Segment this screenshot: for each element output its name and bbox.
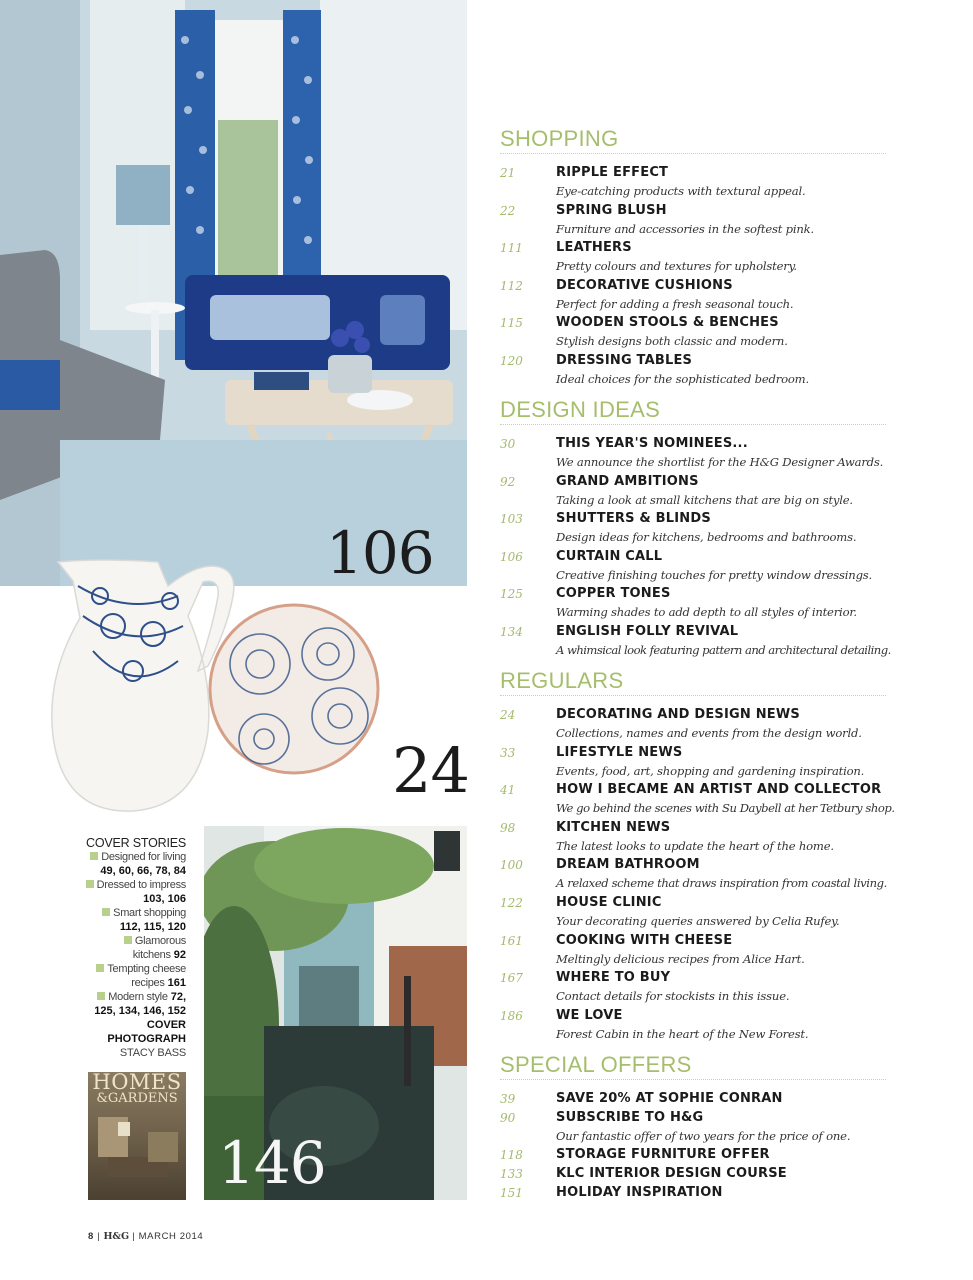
dotted-divider xyxy=(500,424,886,425)
toc-entry[interactable]: 39 SAVE 20% AT SOPHIE CONRAN xyxy=(500,1091,783,1106)
toc-entry[interactable]: 151 HOLIDAY INSPIRATION xyxy=(500,1185,723,1200)
toc-entry[interactable]: 112 DECORATIVE CUSHIONS Perfect for adding a fresh seasonal touch. xyxy=(500,277,794,311)
photographer-credit: STACY BASS xyxy=(119,1047,186,1059)
toc-entry[interactable]: 125 COPPER TONES Warming shades to add depth to all styles of interior. xyxy=(500,586,857,620)
toc-entry[interactable]: 92 GRAND AMBITIONS Taking a look at small kitchens that are big on style. xyxy=(500,473,853,507)
toc-entry[interactable]: 90 SUBSCRIBE TO H&G Our fantastic offer of two years for the price of one. xyxy=(500,1110,851,1143)
toc-entry[interactable]: 33 LIFESTYLE NEWS Events, food, art, shopping and gardening inspiration. xyxy=(500,744,865,778)
page-number-146: 146 xyxy=(218,1129,326,1197)
footer-brand: H&G xyxy=(103,1231,130,1242)
magazine-cover-thumbnail xyxy=(88,1072,186,1200)
cover-story-item: Tempting cheese recipes 161 xyxy=(78,962,186,990)
pitcher-and-plate-illustration xyxy=(38,556,390,818)
footer-page-number: 8 xyxy=(88,1231,94,1242)
toc-entry[interactable]: 30 THIS YEAR'S NOMINEES... We announce the shortlist for the H&G Designer Awards. xyxy=(500,436,884,469)
cover-story-item: Dressed to impress 103, 106 xyxy=(78,878,186,906)
toc-entry[interactable]: 111 LEATHERS Pretty colours and textures for upholstery. xyxy=(500,240,797,274)
cover-masthead-sub: &GARDENS xyxy=(96,1091,178,1106)
section-special-offers xyxy=(500,1053,886,1203)
cover-story-item: Designed for living 49, 60, 66, 78, 84 xyxy=(78,850,186,878)
dotted-divider xyxy=(500,153,886,154)
living-room-photo xyxy=(0,0,467,586)
cover-story-item: Glamorous kitchens 92 xyxy=(78,934,186,962)
section-title: SPECIAL OFFERS xyxy=(500,1052,692,1077)
toc-entry[interactable]: 118 STORAGE FURNITURE OFFER xyxy=(500,1147,770,1162)
toc-entry[interactable]: 103 SHUTTERS & BLINDS Design ideas for kitchens, bedrooms and bathrooms. xyxy=(500,511,857,545)
page-footer: 8 | H&G | MARCH 2014 xyxy=(88,1231,204,1242)
bullet-square-icon xyxy=(86,880,94,888)
bullet-square-icon xyxy=(102,908,110,916)
section-title: DESIGN IDEAS xyxy=(500,397,661,422)
toc-entry[interactable]: 186 WE LOVE Forest Cabin in the heart of the New Forest. xyxy=(500,1007,809,1041)
toc-entry[interactable]: 122 HOUSE CLINIC Your decorating queries answered by Celia Rufey. xyxy=(500,894,840,928)
bullet-square-icon xyxy=(90,852,98,860)
section-title: REGULARS xyxy=(500,668,624,693)
toc-entry[interactable]: 21 RIPPLE EFFECT Eye-catching products with textural appeal. xyxy=(500,165,806,198)
cover-story-item: Modern style 72, 125, 134, 146, 152 xyxy=(94,991,186,1017)
dotted-divider xyxy=(500,1079,886,1080)
cover-image-illustration xyxy=(88,1072,186,1200)
toc-entry[interactable]: 167 WHERE TO BUY Contact details for stockists in this issue. xyxy=(500,970,790,1004)
page-number-106: 106 xyxy=(326,519,434,587)
cover-photograph-label: COVER xyxy=(146,1019,186,1031)
bullet-square-icon xyxy=(124,936,132,944)
living-room-illustration xyxy=(0,0,467,586)
page-number-24: 24 xyxy=(392,734,469,807)
toc-entry[interactable]: 115 WOODEN STOOLS & BENCHES Stylish designs both classic and modern. xyxy=(500,315,788,349)
bullet-square-icon xyxy=(96,964,104,972)
toc-entry[interactable]: 98 KITCHEN NEWS The latest looks to update the heart of the home. xyxy=(500,819,834,853)
cover-masthead: HOMES xyxy=(92,1072,182,1094)
footer-issue: MARCH 2014 xyxy=(138,1231,204,1242)
section-title: SHOPPING xyxy=(500,126,619,151)
section-regulars xyxy=(500,668,895,1044)
cover-stories xyxy=(78,836,186,1060)
toc-entry[interactable]: 24 DECORATING AND DESIGN NEWS Collections, names and events from the design world. xyxy=(500,707,862,740)
toc-entry[interactable]: 100 DREAM BATHROOM A relaxed scheme that draws inspiration from coastal living. xyxy=(500,857,887,891)
toc-entry[interactable]: 120 DRESSING TABLES Ideal choices for the sophisticated bedroom. xyxy=(500,352,809,386)
section-shopping xyxy=(500,127,886,390)
cover-story-item: Smart shopping 112, 115, 120 xyxy=(78,906,186,934)
dotted-divider xyxy=(500,695,886,696)
toc-entry[interactable]: 134 ENGLISH FOLLY REVIVAL A whimsical look featuring pattern and architectural detailing. xyxy=(500,623,891,657)
toc-entry[interactable]: 161 COOKING WITH CHEESE Meltingly delicious recipes from Alice Hart. xyxy=(500,932,805,966)
toc-entry[interactable]: 22 SPRING BLUSH Furniture and accessories in the softest pink. xyxy=(500,202,814,236)
toc-entry[interactable]: 133 KLC INTERIOR DESIGN COURSE xyxy=(500,1166,787,1181)
toc-entry[interactable]: 41 HOW I BECAME AN ARTIST AND COLLECTOR We go behind the scenes with Su Daybell at her Tetbury shop. xyxy=(500,782,895,816)
cover-photograph-label: PHOTOGRAPH xyxy=(107,1033,186,1045)
bullet-square-icon xyxy=(97,992,105,1000)
toc-entry[interactable]: 106 CURTAIN CALL Creative finishing touches for pretty window dressings. xyxy=(500,548,873,582)
cover-stories-title: COVER STORIES xyxy=(86,836,186,850)
section-design-ideas xyxy=(500,397,891,661)
